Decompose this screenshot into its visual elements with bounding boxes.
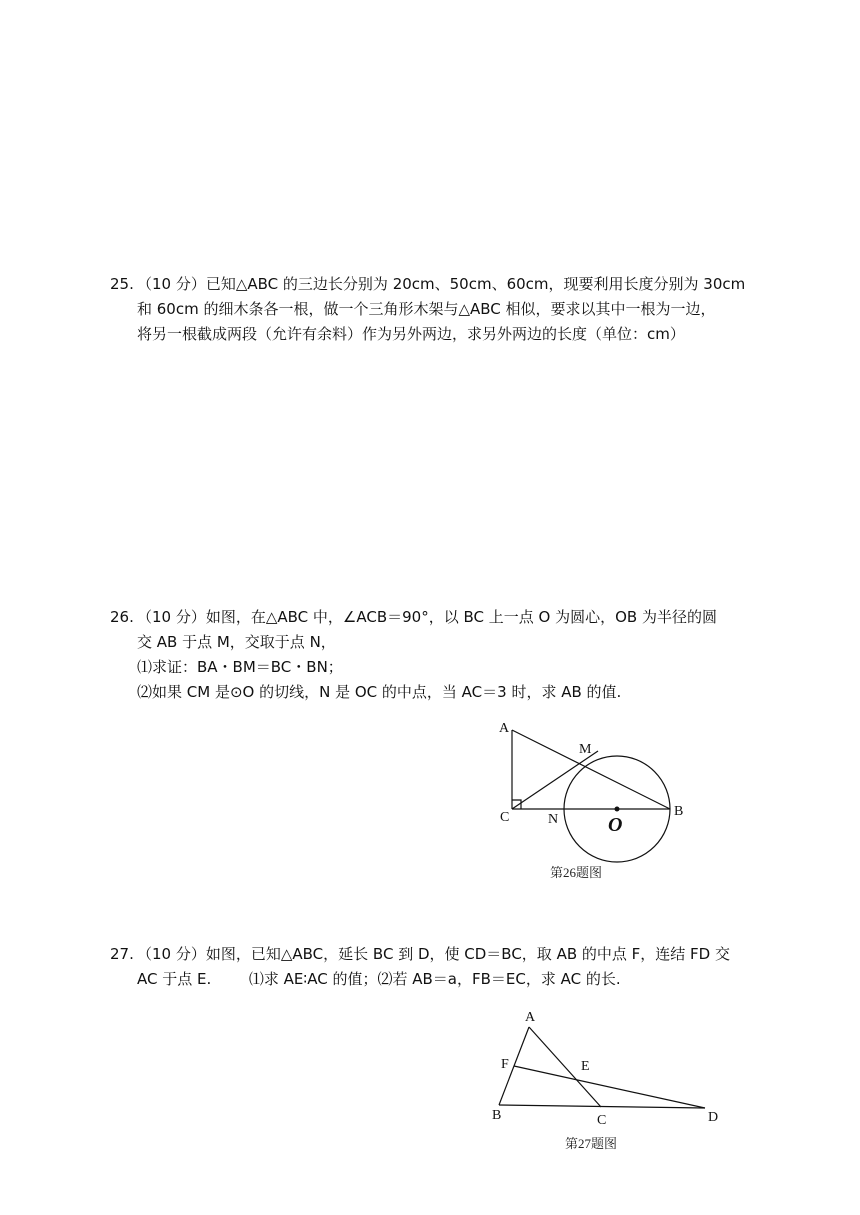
label-f: F <box>501 1057 509 1072</box>
question-27-text-2a: AC 于点 E. <box>137 970 212 988</box>
question-26-text-2: 交 AB 于点 M，交取于点 N， <box>137 633 336 651</box>
question-25-text-3: 将另一根截成两段（允许有余料）作为另外两边，求另外两边的长度（单位：cm） <box>137 325 685 343</box>
question-27-number: 27. <box>110 945 134 963</box>
question-26 <box>110 605 775 705</box>
label-c: C <box>597 1113 607 1128</box>
label-a: A <box>499 721 510 736</box>
question-25-text-1: （10 分）已知△ABC 的三边长分别为 20cm、50cm、60cm，现要利用长度分别为 30cm <box>137 275 746 293</box>
label-e: E <box>581 1059 590 1074</box>
segment-ac <box>529 1027 601 1107</box>
question-26-text-1: （10 分）如图，在△ABC 中，∠ACB＝90°，以 BC 上一点 O 为圆心，OB 为半径的圆 <box>137 608 717 626</box>
segment-fd <box>514 1066 705 1108</box>
question-26-part-2: ⑵如果 CM 是⊙O 的切线，N 是 OC 的中点，当 AC＝3 时，求 AB 的值. <box>137 683 622 701</box>
label-n: N <box>548 812 559 827</box>
figure-27-caption: 第27题图 <box>565 1136 618 1151</box>
question-25 <box>110 272 775 347</box>
question-25-number: 25. <box>110 275 134 293</box>
label-o: O <box>608 814 623 836</box>
question-27-line-1 <box>110 942 775 967</box>
figure-26-caption: 第26题图 <box>550 865 603 880</box>
label-b: B <box>674 804 684 819</box>
label-d: D <box>708 1110 719 1125</box>
figure-27 <box>485 1005 730 1155</box>
label-b: B <box>492 1108 502 1123</box>
figure-26 <box>490 715 700 885</box>
question-25-line-1 <box>110 272 775 297</box>
figure-27-drawing <box>485 1005 730 1155</box>
center-point-o <box>615 807 620 812</box>
figure-26-drawing <box>490 715 700 885</box>
question-27-text-1: （10 分）如图，已知△ABC，延长 BC 到 D，使 CD＝BC，取 AB 的中点 F，连结 FD 交 <box>137 945 731 963</box>
label-m: M <box>579 742 592 757</box>
label-a: A <box>525 1010 536 1025</box>
segment-bd <box>499 1105 705 1108</box>
question-27 <box>110 942 775 992</box>
question-27-line-2 <box>110 967 775 992</box>
question-25-text-2: 和 60cm 的细木条各一根，做一个三角形木架与△ABC 相似，要求以其中一根为一边， <box>137 300 716 318</box>
question-26-number: 26. <box>110 608 134 626</box>
label-c: C <box>500 810 510 825</box>
question-26-part-1: ⑴求证：BA・BM＝BC・BN； <box>137 658 343 676</box>
segment-cm <box>512 751 598 809</box>
question-26-line-1 <box>110 605 775 630</box>
question-27-text-2b: ⑴求 AE∶AC 的值；⑵若 AB＝a，FB＝EC，求 AC 的长. <box>248 970 621 988</box>
